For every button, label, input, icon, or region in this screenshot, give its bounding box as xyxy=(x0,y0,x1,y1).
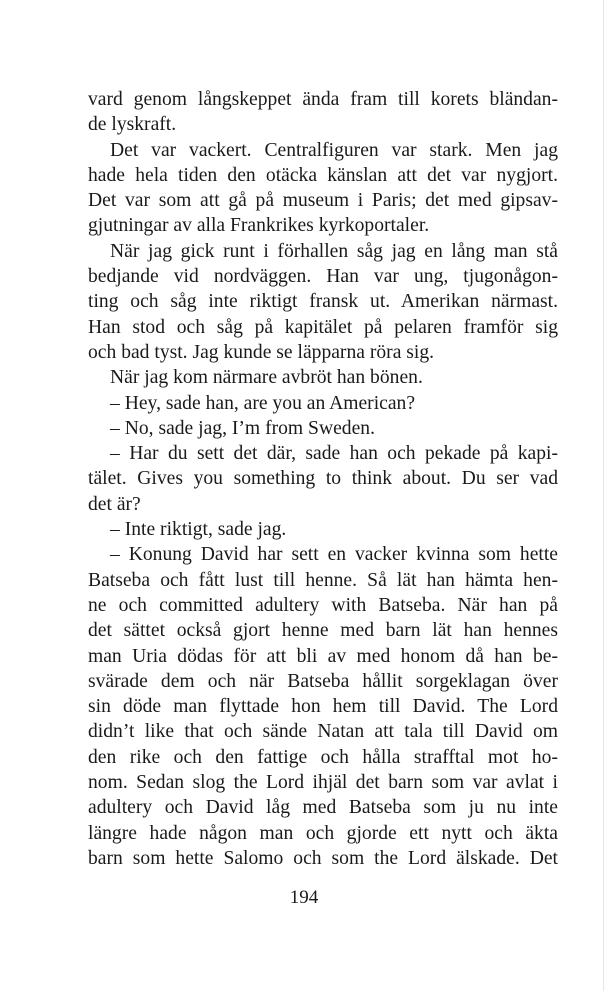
text-line: – Konung David har sett en vacker kvinna som hette xyxy=(110,544,558,566)
text-line: – No, sade jag, I’m from Sweden. xyxy=(110,417,375,439)
text-line: hade hela tiden den otäcka känslan att det var nygjort. xyxy=(88,164,558,186)
text-line: – Inte riktigt, sade jag. xyxy=(110,519,287,541)
text-line: man Uria dödas för att bli av med honom då han be- xyxy=(88,645,558,667)
text-line: adultery och David låg med Batseba som ju nu inte xyxy=(88,797,558,819)
text-line: det sättet också gjort henne med barn lät han hennes xyxy=(88,620,558,642)
text-line: det är? xyxy=(88,493,141,515)
text-line: längre hade någon man och gjorde ett nytt och äkta xyxy=(88,822,558,844)
scan-edge-divider xyxy=(603,0,604,991)
text-line: När jag kom närmare avbröt han bönen. xyxy=(110,367,423,389)
text-line: ting och såg inte riktigt fransk ut. Amerikan närmast. xyxy=(88,291,558,313)
text-line: Batseba och fått lust till henne. Så lät han hämta hen- xyxy=(88,569,558,591)
text-line: Han stod och såg på kapitälet på pelaren framför sig xyxy=(88,316,558,338)
body-text xyxy=(88,87,558,871)
text-line: bedjande vid nordväggen. Han var ung, tjugonågon- xyxy=(88,266,558,288)
text-line: barn som hette Salomo och som the Lord älskade. Det xyxy=(88,847,558,869)
text-line: didn’t like that och sände Natan att tala till David om xyxy=(88,721,558,743)
text-line: nom. Sedan slog the Lord ihjäl det barn som var avlat i xyxy=(88,772,558,794)
text-line: – Har du sett det där, sade han och pekade på kapi- xyxy=(110,443,558,465)
text-line: och bad tyst. Jag kunde se läpparna röra sig. xyxy=(88,341,435,363)
text-line: de lyskraft. xyxy=(88,114,177,136)
text-line: tälet. Gives you something to think about. Du ser vad xyxy=(88,468,558,490)
text-line: den rike och den fattige och hålla strafftal mot ho- xyxy=(88,746,558,768)
text-line: sin döde man flyttade hon hem till David. The Lord xyxy=(88,696,558,718)
text-line: ne och committed adultery with Batseba. När han på xyxy=(88,594,558,616)
text-line: vard genom långskeppet ända fram till korets bländan- xyxy=(88,89,558,110)
text-line: Det var vackert. Centralfiguren var stark. Men jag xyxy=(110,139,558,161)
page-number: 194 xyxy=(289,887,319,908)
text-line: Det var som att gå på museum i Paris; det med gipsav- xyxy=(88,190,558,212)
text-line: svärade dem och när Batseba hållit sorgeklagan över xyxy=(88,670,558,692)
text-line: gjutningar av alla Frankrikes kyrkoportaler. xyxy=(88,215,430,237)
text-line: När jag gick runt i förhallen såg jag en lång man stå xyxy=(110,240,558,262)
text-line: – Hey, sade han, are you an American? xyxy=(110,392,416,414)
